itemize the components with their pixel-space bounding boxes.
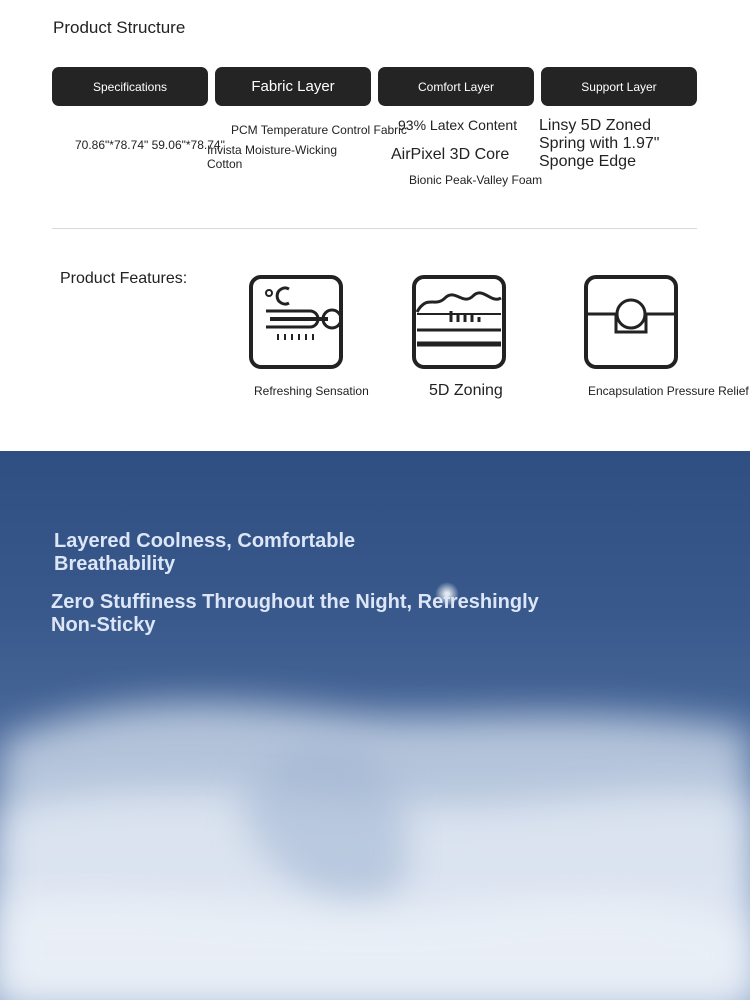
support-spring: Linsy 5D Zoned Spring with 1.97" Sponge Edge [539,117,660,170]
tab-fabric-layer[interactable]: Fabric Layer [215,67,371,106]
hero-headline: Layered Coolness, Comfortable Breathability [54,530,356,575]
zoned-layers-icon [411,274,507,370]
comfort-latex: 93% Latex Content [398,117,518,133]
tab-support-layer[interactable]: Support Layer [541,67,697,106]
section-title-structure: Product Structure [53,18,186,37]
thermometer-icon [248,274,344,370]
fabric-invista: Invista Moisture-Wicking Cotton [207,143,338,171]
spec-dimensions: 70.86"*78.74" 59.06"*78.74" [75,138,225,152]
feature-label-refreshing: Refreshing Sensation [254,384,369,398]
tab-comfort-layer[interactable]: Comfort Layer [378,67,534,106]
comfort-foam: Bionic Peak-Valley Foam [409,173,543,187]
feature-label-pressure-relief: Encapsulation Pressure Relief [588,384,749,398]
section-title-features: Product Features: [60,270,188,287]
fabric-pcm: PCM Temperature Control Fabric [231,123,407,137]
section-divider [52,228,697,229]
comfort-airpixel: AirPixel 3D Core [391,146,510,163]
feature-label-5d-zoning: 5D Zoning [429,382,503,399]
pressure-relief-icon [583,274,679,370]
hero-subheadline: Zero Stuffiness Throughout the Night, Refreshingly Non-Sticky [51,591,539,636]
hero-banner [0,451,750,1000]
tab-specifications[interactable]: Specifications [52,67,208,106]
